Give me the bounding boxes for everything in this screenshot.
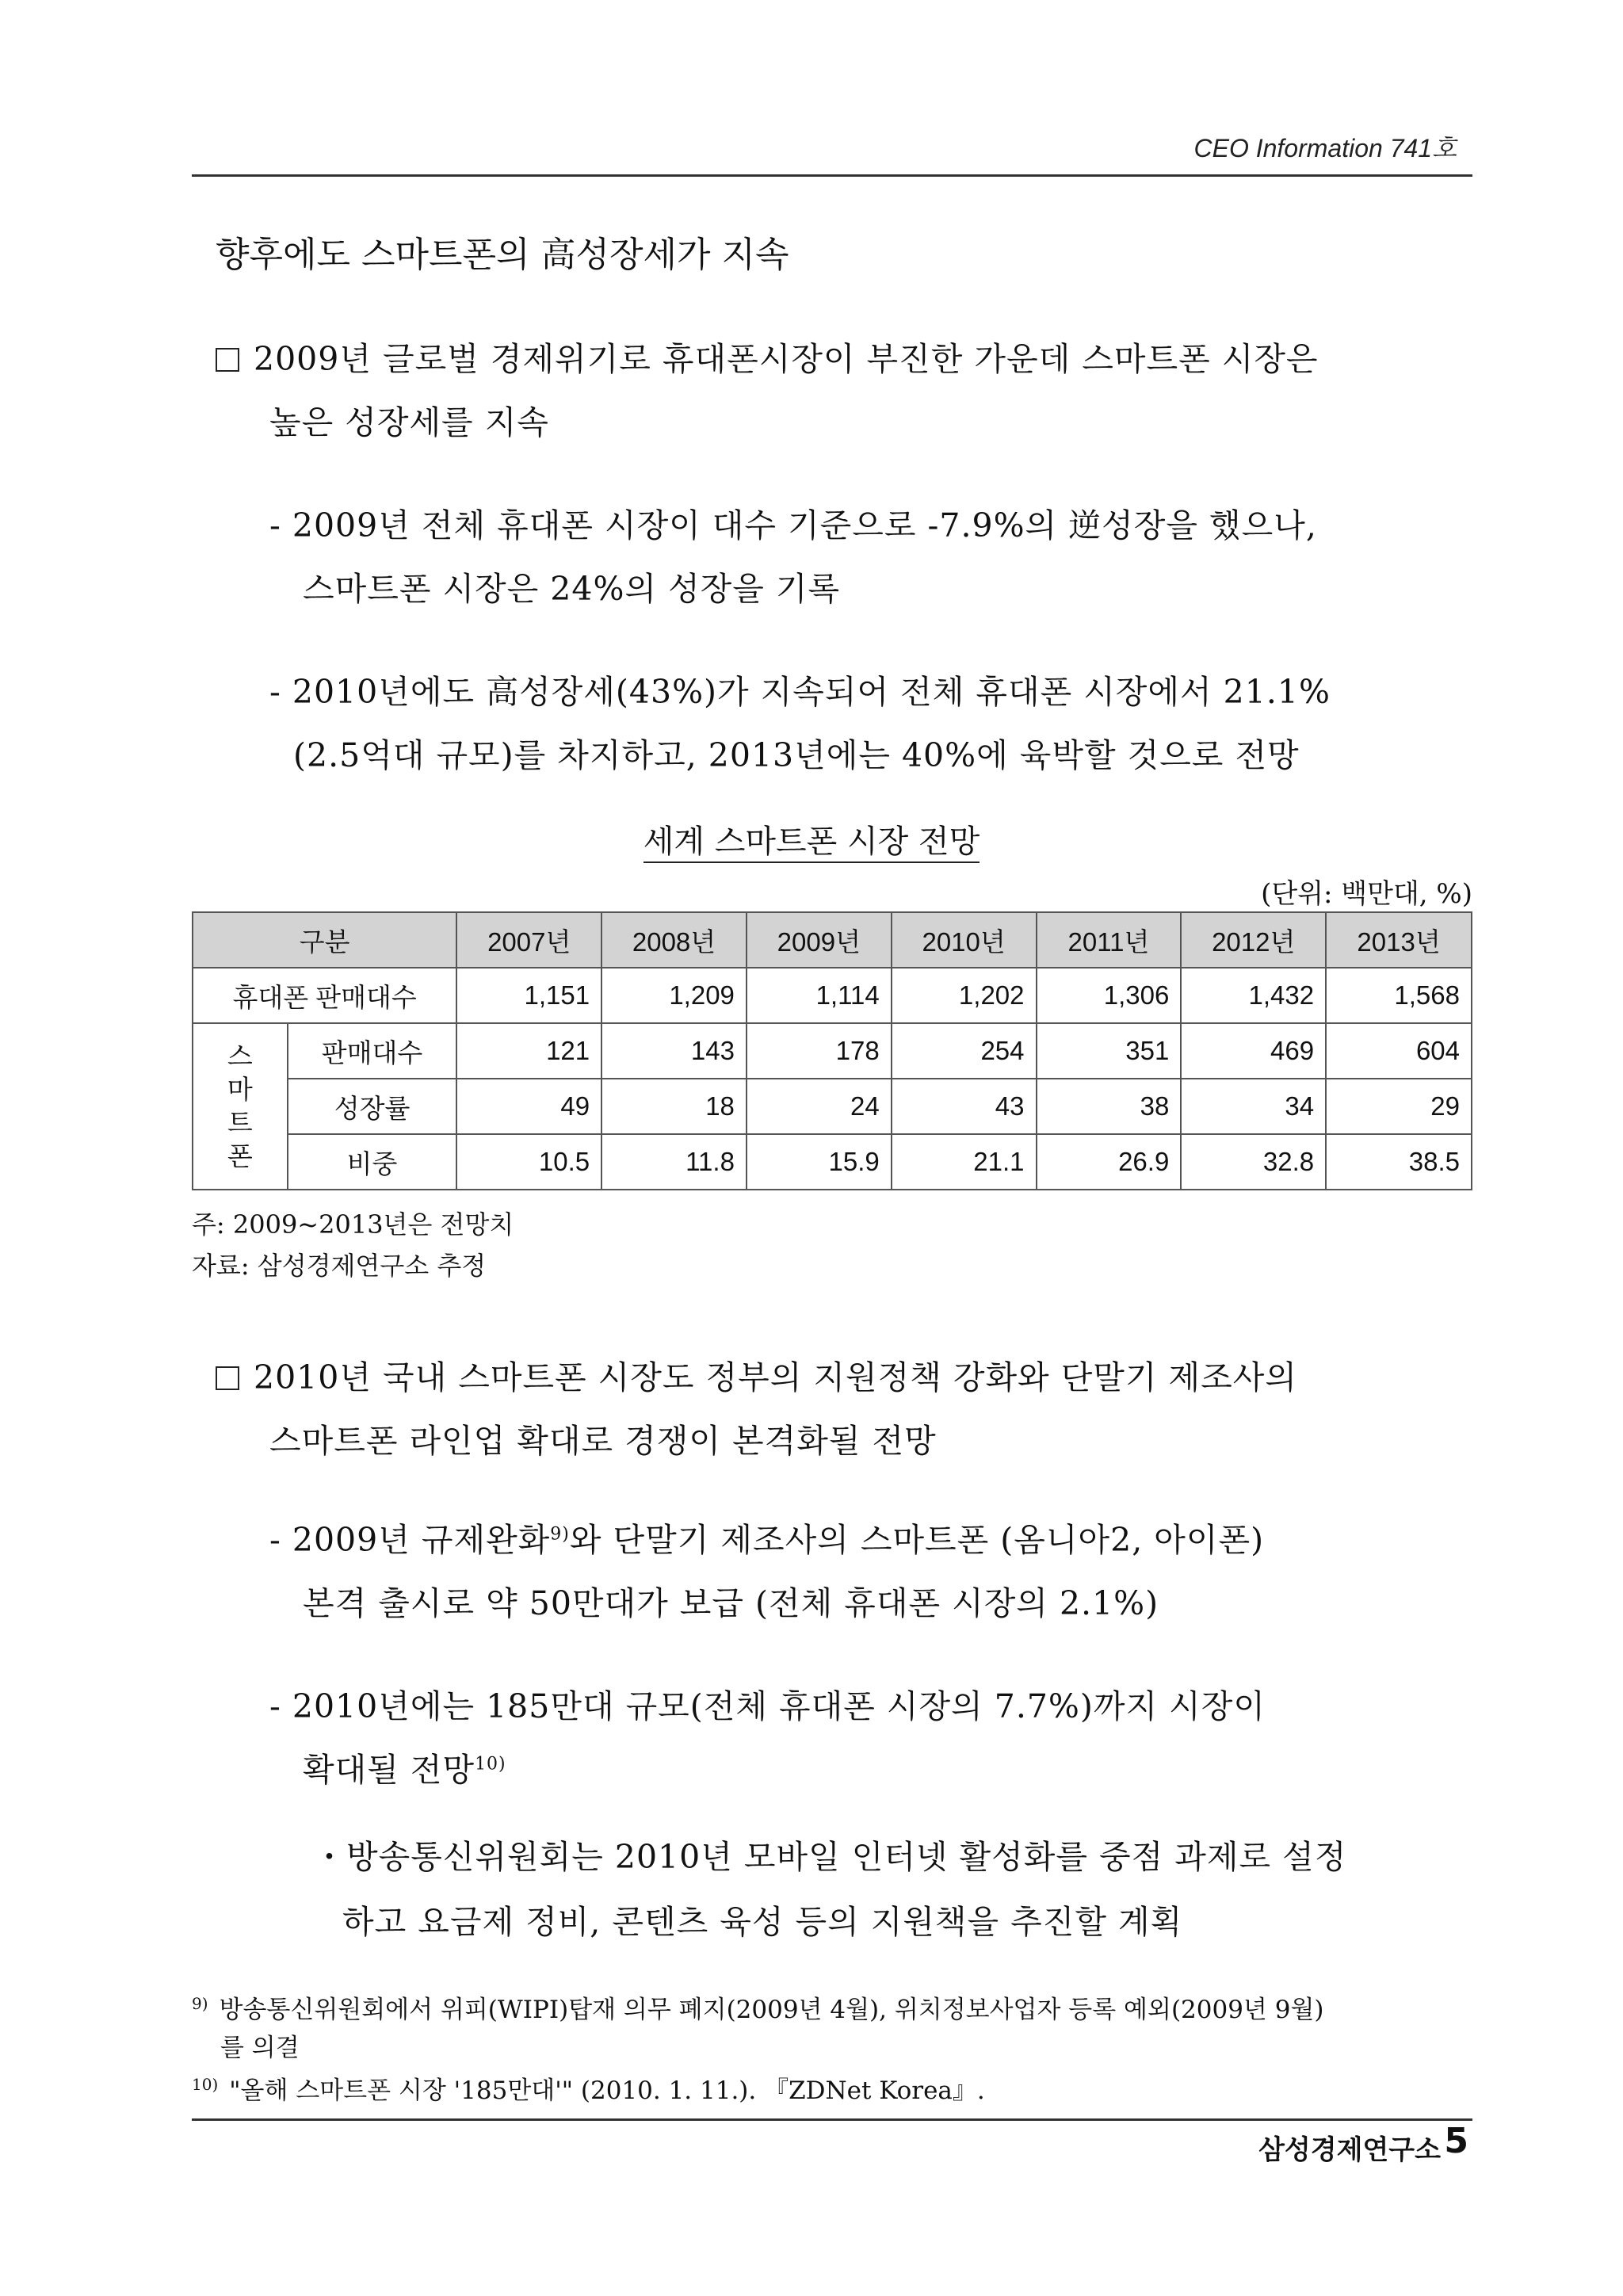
row-label: 판매대수: [288, 1023, 457, 1079]
footnote-text: "올해 스마트폰 시장 '185만대'" (2010. 1. 11.). 『ZDNet Korea』.: [229, 2076, 985, 2105]
bullet-2-sub-1-line-1: [269, 1514, 1264, 1561]
table-cell: 1,202: [892, 968, 1037, 1023]
bullet-1-sub-2-line-2: (2.5억대 규모)를 차지하고, 2013년에는 40%에 육박할 것으로 전망: [293, 736, 1300, 774]
table-cell: 1,209: [601, 968, 747, 1023]
page-number: 5: [1444, 2121, 1468, 2161]
table-row: [193, 1023, 1472, 1079]
bullet-2-sub-1-text-a: - 2009년 규제완화: [269, 1521, 551, 1559]
table-cell: 34: [1181, 1079, 1326, 1134]
table-cell: 24: [747, 1079, 892, 1134]
table-cell: 604: [1326, 1023, 1472, 1079]
table-cell: 143: [601, 1023, 747, 1079]
footnote-text: 방송통신위원회에서 위피(WIPI)탑재 의무 폐지(2009년 4월), 위치정보사업자 등록 예외(2009년 9월): [219, 1996, 1324, 2024]
bullet-2-sub-2-text: 확대될 전망: [303, 1751, 475, 1789]
bullet-2-sub-2-line-2: [303, 1744, 506, 1790]
bullet-1-sub-1-line-2: 스마트폰 시장은 24%의 성장을 기록: [303, 570, 841, 608]
table-header-cell: 2010년: [892, 912, 1037, 968]
row-label: 비중: [288, 1134, 457, 1190]
group-label-char: 트: [227, 1108, 253, 1137]
header-title: CEO Information 741호: [1193, 134, 1457, 162]
table-row: [193, 1134, 1472, 1190]
table-header-cell: 2011년: [1037, 912, 1182, 968]
table-cell: 32.8: [1181, 1134, 1326, 1190]
table-cell: 121: [456, 1023, 601, 1079]
table-row: [193, 968, 1472, 1023]
table-cell: 178: [747, 1023, 892, 1079]
table-header-cell: 2012년: [1181, 912, 1326, 968]
table-cell: 469: [1181, 1023, 1326, 1079]
table-cell: 254: [892, 1023, 1037, 1079]
group-label-char: 스: [227, 1041, 253, 1071]
row-label: 성장률: [288, 1079, 457, 1134]
bullet-2-sub-1-line-2: 본격 출시로 약 50만대가 보급 (전체 휴대폰 시장의 2.1%): [303, 1584, 1159, 1622]
footnote-9-line-2: 를 의결: [220, 2034, 300, 2062]
table-unit: (단위: 백만대, %): [1261, 878, 1472, 910]
table-cell: 10.5: [456, 1134, 601, 1190]
table-row: [193, 1079, 1472, 1134]
table-cell: 43: [892, 1079, 1037, 1134]
bullet-1-line-1: [216, 333, 1319, 380]
bullet-1-text-1: 2009년 글로벌 경제위기로 휴대폰시장이 부진한 가운데 스마트폰 시장은: [254, 340, 1319, 378]
table-header-cell: 2013년: [1326, 912, 1472, 968]
table-cell: 1,151: [456, 968, 601, 1023]
bullet-2-dot-line-2: 하고 요금제 정비, 콘텐츠 육성 등의 지원책을 추진할 계획: [342, 1903, 1183, 1941]
checkbox-bullet-icon: [216, 348, 239, 372]
table-header-cell: 2009년: [747, 912, 892, 968]
table-header-cell: 2007년: [456, 912, 601, 968]
bullet-1-line-2: 높은 성장세를 지속: [269, 403, 549, 441]
bullet-2-line-2: 스마트폰 라인업 확대로 경쟁이 본격화될 전망: [269, 1422, 937, 1460]
checkbox-bullet-icon: [216, 1366, 239, 1390]
footnote-9: [192, 1989, 1324, 2025]
bullet-2-text-1: 2010년 국내 스마트폰 시장도 정부의 지원정책 강화와 단말기 제조사의: [254, 1358, 1297, 1396]
table-header-row: [193, 912, 1472, 968]
footer-divider: [192, 2118, 1472, 2121]
footnote-ref-10[interactable]: 10): [475, 1754, 506, 1775]
group-label-char: 마: [227, 1075, 253, 1104]
bullet-2-line-1: [216, 1351, 1297, 1398]
table-header-cell: 2008년: [601, 912, 747, 968]
bullet-2-sub-2-line-1: - 2010년에는 185만대 규모(전체 휴대폰 시장의 7.7%)까지 시장이: [269, 1687, 1266, 1725]
row-label: 휴대폰 판매대수: [193, 968, 456, 1023]
table-cell: 38: [1037, 1079, 1182, 1134]
footnote-10: [192, 2070, 985, 2106]
header-divider: [192, 174, 1472, 177]
table-note: 주: 2009~2013년은 전망치: [192, 1209, 514, 1240]
smartphone-market-table: [192, 911, 1472, 1190]
bullet-1-sub-2-line-1: - 2010년에도 高성장세(43%)가 지속되어 전체 휴대폰 시장에서 21.1%: [269, 673, 1331, 711]
footnote-mark: 9): [192, 1993, 208, 2013]
bullet-2-dot-line-1: ・방송통신위원회는 2010년 모바일 인터넷 활성화를 중점 과제로 설정: [313, 1838, 1347, 1876]
table-cell: 29: [1326, 1079, 1472, 1134]
footnote-ref-9[interactable]: 9): [550, 1524, 570, 1545]
table-cell: 38.5: [1326, 1134, 1472, 1190]
table-cell: 15.9: [747, 1134, 892, 1190]
table-cell: 18: [601, 1079, 747, 1134]
table-caption: 세계 스마트폰 시장 전망: [0, 816, 1623, 861]
table-cell: 1,568: [1326, 968, 1472, 1023]
table-cell: 11.8: [601, 1134, 747, 1190]
table-cell: 26.9: [1037, 1134, 1182, 1190]
bullet-1-sub-1-line-1: - 2009년 전체 휴대폰 시장이 대수 기준으로 -7.9%의 逆성장을 했으나,: [269, 506, 1317, 544]
footer-org: 삼성경제연구소: [1258, 2134, 1441, 2166]
footnote-mark: 10): [192, 2074, 219, 2094]
smartphone-group-label: [193, 1023, 288, 1190]
table-cell: 1,306: [1037, 968, 1182, 1023]
group-label-char: 폰: [227, 1141, 253, 1171]
table-cell: 21.1: [892, 1134, 1037, 1190]
table-cell: 49: [456, 1079, 601, 1134]
section-title: 향후에도 스마트폰의 高성장세가 지속: [216, 235, 789, 275]
table-cell: 351: [1037, 1023, 1182, 1079]
table-cell: 1,432: [1181, 968, 1326, 1023]
table-source: 자료: 삼성경제연구소 추정: [192, 1251, 487, 1281]
bullet-2-sub-1-text-b: 와 단말기 제조사의 스마트폰 (옴니아2, 아이폰): [569, 1521, 1265, 1559]
table-cell: 1,114: [747, 968, 892, 1023]
table-header-cell: 구분: [193, 912, 456, 968]
